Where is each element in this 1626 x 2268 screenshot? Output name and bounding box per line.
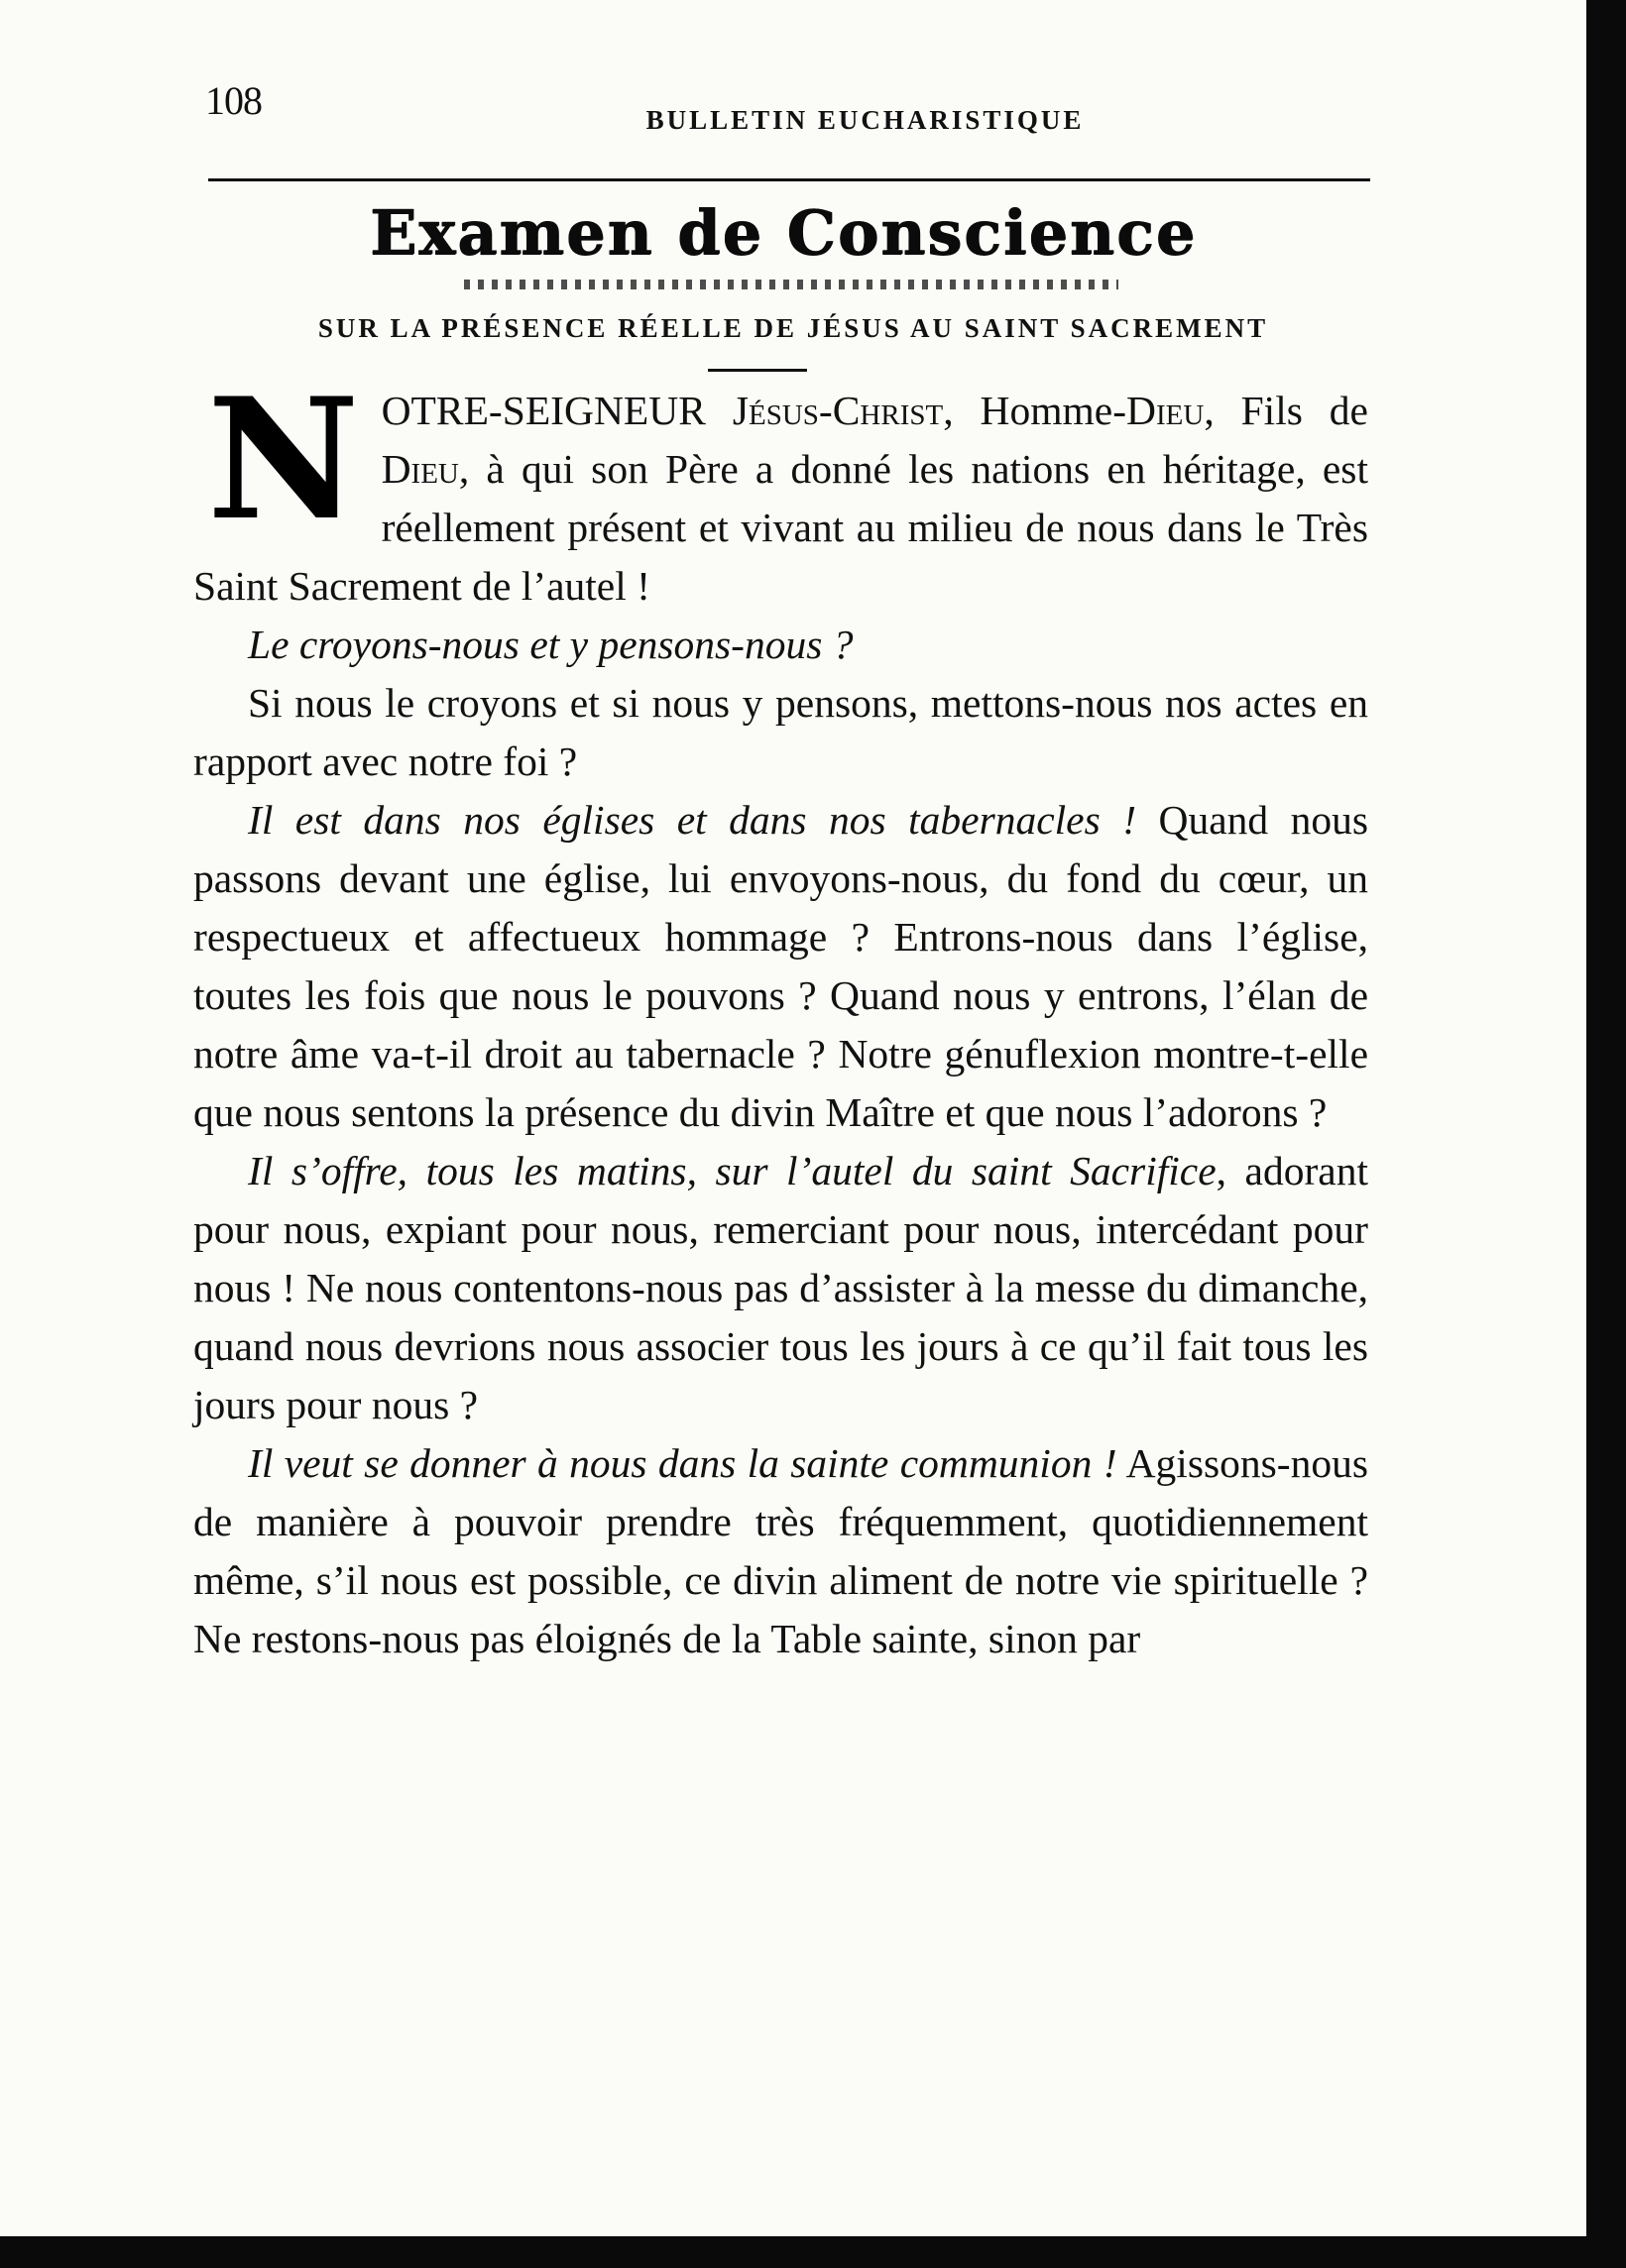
- page-header: [203, 77, 1368, 137]
- p1-text-e: , Fils de: [1204, 388, 1368, 433]
- article-body: [193, 361, 1368, 1668]
- p1-name-dieu-1: Dieu: [1126, 388, 1205, 433]
- p1-name-dieu-2: Dieu: [381, 446, 459, 492]
- article-subtitle: SUR LA PRÉSENCE RÉELLE DE JÉSUS AU SAINT SACREMENT: [317, 313, 1269, 343]
- question-1: [193, 616, 1368, 674]
- title-ornament: [464, 280, 1118, 289]
- paragraph-5: [193, 1434, 1368, 1668]
- paragraph-4-text: , adorant pour nous, expiant pour nous, remerciant pour nous, intercédant pour nous ! Ne nous contentons-nous pas d’assister à la messe du dimanche, quand nous devrions nous associer tous les jours à ce qu’il fait tous les jours pour nous ?: [193, 1148, 1368, 1427]
- article-title: Examen de Conscience: [369, 196, 1198, 269]
- p1-text-c: , Homme-: [943, 388, 1127, 433]
- paragraph-3-text: Quand nous passons devant une église, lui envoyons-nous, du fond du cœur, un respectueux et affectueux hommage ? Entrons-nous dans l’église, toutes les fois que nous le pouvons ? Quand nous y entrons, l’élan de notre âme va-t-il droit au tabernacle ? Notre génuflexion montre-t-elle que nous sentons la présence du divin Maître et que nous l’adorons ?: [193, 797, 1368, 1135]
- paragraph-4: [193, 1142, 1368, 1434]
- drop-cap: N: [207, 361, 360, 557]
- paragraph-3-lead: Il est dans nos églises et dans nos tabernacles !: [248, 797, 1137, 843]
- subtitle-rule: [708, 369, 807, 372]
- paragraph-5-text: Agissons-nous de manière à pouvoir prendre très fréquemment, quotidiennement même, s’il nous est possible, ce divin aliment de notre vie spirituelle ? Ne restons-nous pas éloignés de la Table sainte, sinon par: [193, 1440, 1368, 1661]
- paragraph-2: [193, 674, 1368, 791]
- paragraph-1: [193, 361, 1368, 616]
- p1-text-g: , à qui son Père a donné les nations en héritage, est réellement présent et vivant au milieu de nous dans le Très Saint Sacrement de l’autel !: [193, 446, 1368, 609]
- page-number: 108: [205, 78, 262, 123]
- paragraph-3: [193, 791, 1368, 1142]
- paragraph-2-text: Si nous le croyons et si nous y pensons, mettons-nous nos actes en rapport avec notre foi ?: [193, 680, 1368, 784]
- scan-border-bottom: [0, 2236, 1626, 2268]
- p1-name-jesus-christ: Jésus-Christ: [732, 388, 944, 433]
- scan-border-right: [1586, 0, 1626, 2268]
- paragraph-4-lead: Il s’offre, tous les matins, sur l’autel du saint Sacrifice: [248, 1148, 1217, 1193]
- paragraph-5-lead: Il veut se donner à nous dans la sainte communion !: [248, 1440, 1117, 1486]
- question-1-text: Le croyons-nous et y pensons-nous ?: [248, 622, 854, 667]
- running-head: BULLETIN EUCHARISTIQUE: [645, 105, 1085, 135]
- p1-text-a: OTRE-SEIGNEUR: [381, 388, 733, 433]
- header-rule: [208, 178, 1370, 181]
